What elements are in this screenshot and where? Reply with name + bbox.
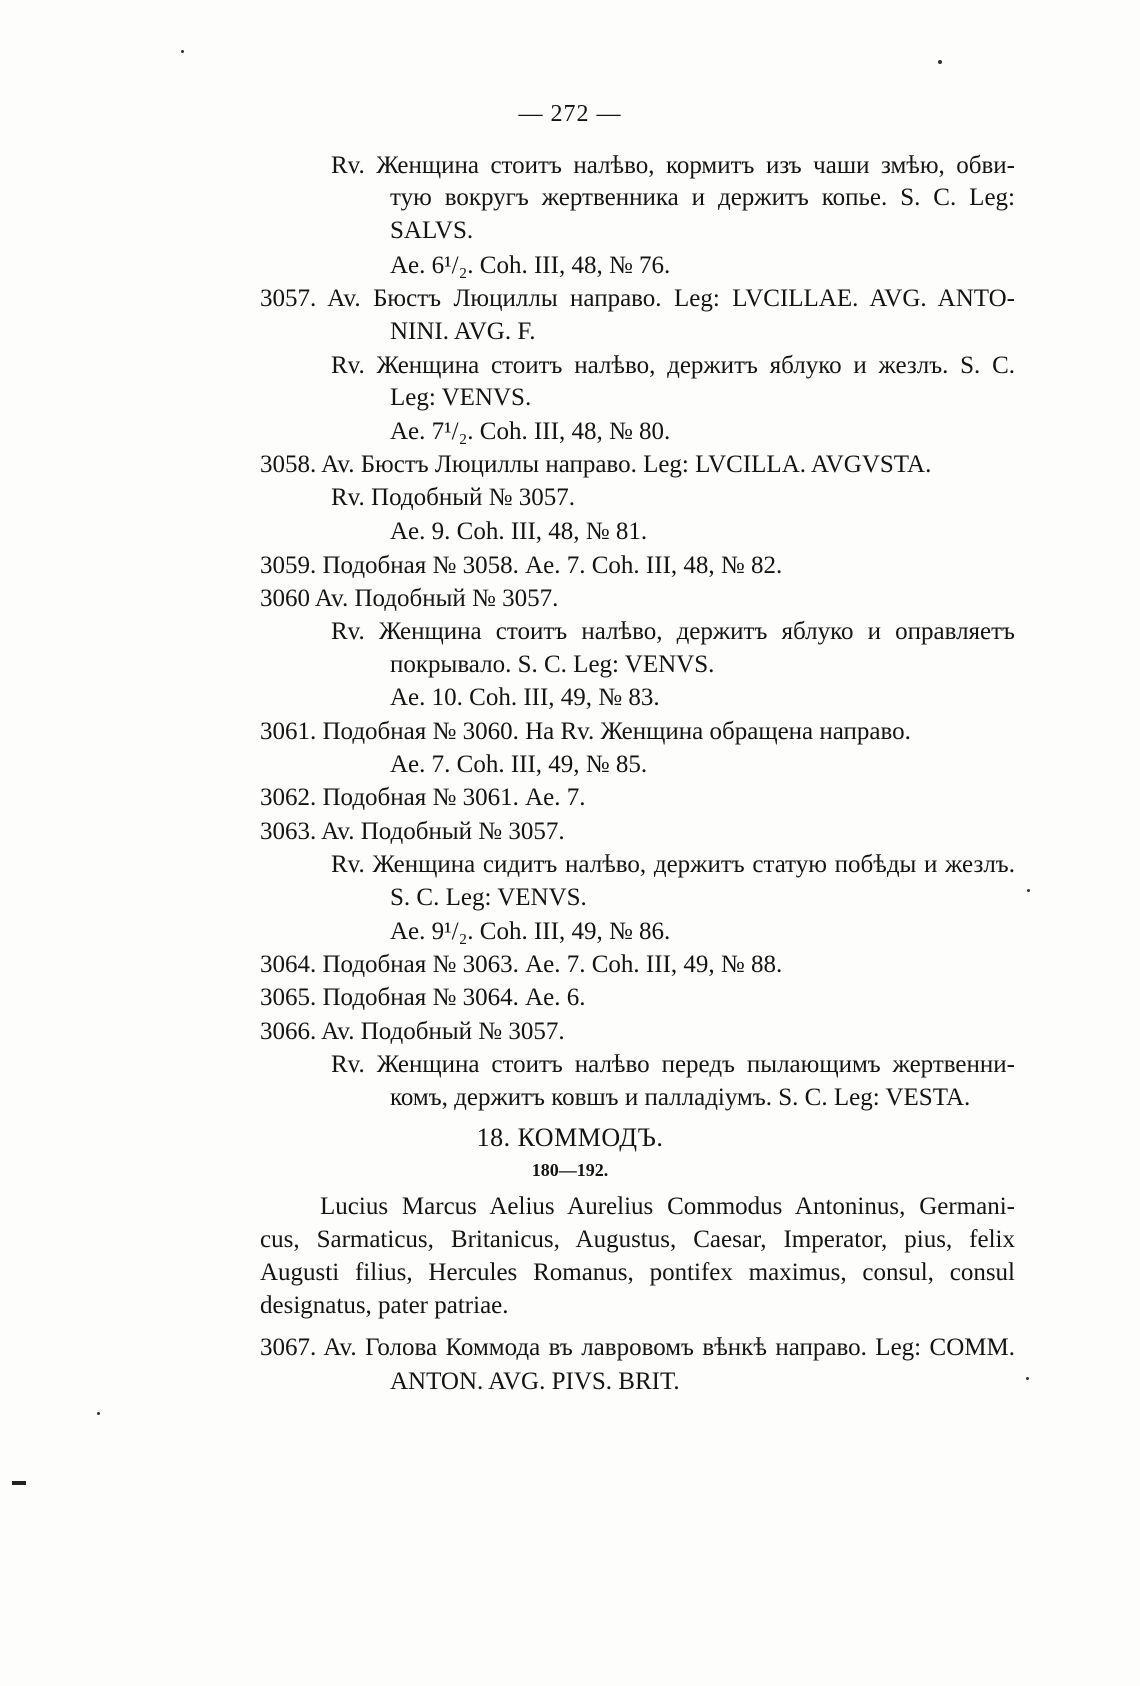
- entry-line: 3057. Av. Бюстъ Люциллы направо. Leg: LVCILLAE. AVG. ANTO-: [260, 285, 1015, 312]
- section-title: 18. КОММОДЪ.: [476, 1123, 664, 1152]
- entry-line: 3065. Подобная № 3064. Ae. 6.: [260, 984, 586, 1011]
- entry-line: тую вокругъ жертвенника и держитъ копье. S. C. Leg:: [390, 184, 1015, 211]
- entry-line: ANTON. AVG. PIVS. BRIT.: [390, 1368, 680, 1395]
- scan-speck: [1026, 1377, 1029, 1380]
- entry-line: Ae. 10. Coh. III, 49, № 83.: [390, 684, 660, 711]
- scan-speck: [1027, 889, 1030, 892]
- entry-line: SALVS.: [390, 217, 474, 244]
- scan-speck: [181, 50, 184, 53]
- section-years: 180—192.: [531, 1160, 609, 1180]
- entry-line: Ae. 9¹/₂. Coh. III, 49, № 86.: [390, 918, 671, 945]
- entry-line: 3062. Подобная № 3061. Ae. 7.: [260, 784, 586, 811]
- entry-line: Rv. Женщина стоитъ налѣво, кормитъ изъ чаши змѣю, обви-: [331, 152, 1015, 179]
- entry-line: Leg: VENVS.: [390, 384, 532, 411]
- entry-line: 3066. Av. Подобный № 3057.: [260, 1018, 565, 1045]
- paragraph-line: cus, Sarmaticus, Britanicus, Augustus, Caesar, Imperator, pius, felix: [260, 1226, 1015, 1253]
- entry-line: Ae. 9. Coh. III, 48, № 81.: [390, 518, 648, 545]
- entry-line: Rv. Женщина стоитъ налѣво, держитъ яблуко и оправляетъ: [331, 618, 1015, 645]
- scan-speck: [97, 1412, 100, 1415]
- entry-line: комъ, держитъ ковшъ и палладіумъ. S. C. Leg: VESTA.: [390, 1084, 971, 1111]
- page-number: — 272 —: [518, 101, 622, 127]
- entry-line: 3063. Av. Подобный № 3057.: [260, 818, 565, 845]
- entry-line: 3067. Av. Голова Коммода въ лавровомъ вѣнкѣ направо. Leg: COMM.: [260, 1334, 1015, 1361]
- entry-line: NINI. AVG. F.: [390, 318, 536, 345]
- entry-line: Rv. Женщина сидитъ налѣво, держитъ статую побѣды и жезлъ.: [331, 851, 1015, 878]
- entry-line: Ae. 6¹/₂. Coh. III, 48, № 76.: [390, 252, 671, 279]
- entry-line: 3061. Подобная № 3060. На Rv. Женщина обращена направо.: [260, 718, 911, 745]
- paragraph-line: Augusti filius, Hercules Romanus, pontifex maximus, consul, consul: [260, 1259, 1015, 1286]
- entry-line: Rv. Подобный № 3057.: [331, 484, 575, 511]
- entry-line: 3064. Подобная № 3063. Ae. 7. Coh. III, 49, № 88.: [260, 951, 783, 978]
- scan-mark: [12, 1481, 26, 1485]
- paragraph-line: Lucius Marcus Aelius Aurelius Commodus Antoninus, Germani-: [320, 1193, 1015, 1220]
- entry-line: Rv. Женщина стоитъ налѣво, держитъ яблуко и жезлъ. S. C.: [331, 352, 1015, 379]
- entry-line: 3059. Подобная № 3058. Ae. 7. Coh. III, 48, № 82.: [260, 552, 783, 579]
- entry-line: Ae. 7¹/₂. Coh. III, 48, № 80.: [390, 418, 671, 445]
- paragraph-line: designatus, pater patriae.: [260, 1292, 509, 1319]
- entry-line: Rv. Женщина стоитъ налѣво передъ пылающимъ жертвенни-: [331, 1051, 1015, 1078]
- entry-line: 3060 Av. Подобный № 3057.: [260, 585, 559, 612]
- entry-line: Ae. 7. Coh. III, 49, № 85.: [390, 751, 648, 778]
- entry-line: покрывало. S. C. Leg: VENVS.: [390, 651, 715, 678]
- entry-line: S. C. Leg: VENVS.: [390, 884, 587, 911]
- entry-line: 3058. Av. Бюстъ Люциллы направо. Leg: LVCILLA. AVGVSTA.: [260, 451, 932, 478]
- scan-speck: [938, 60, 942, 64]
